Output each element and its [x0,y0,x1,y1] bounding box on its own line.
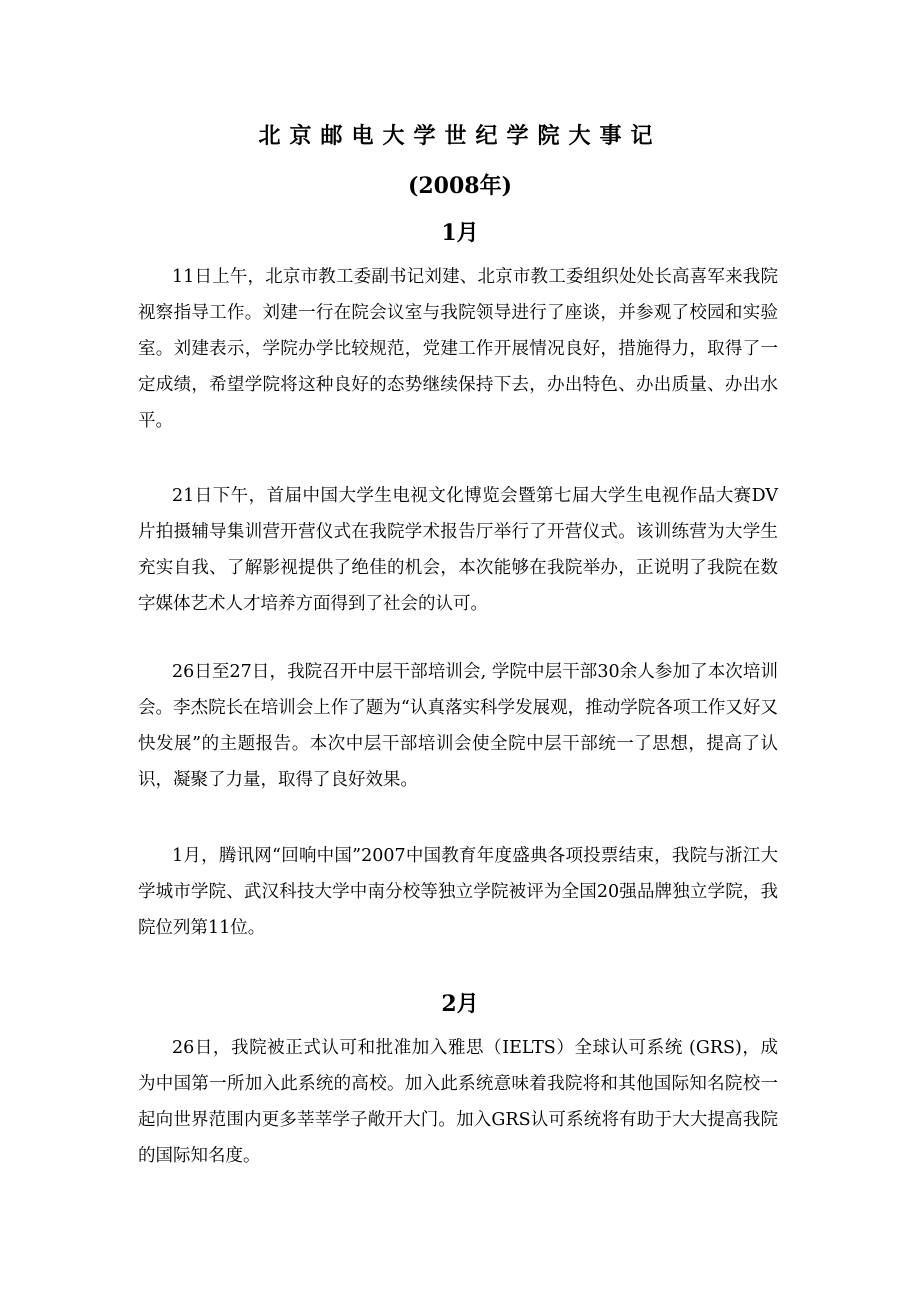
month-heading-february: 2月 [441,991,479,1017]
document-subtitle: (2008年) [407,173,513,199]
document-title: 北京邮电大学世纪学院大事记 [258,123,662,149]
month-heading-january: 1月 [441,220,479,246]
event-paragraph: 26日，我院被正式认可和批准加入雅思（IELTS）全球认可系统 (GRS)，成为中国第一所加入此系统的高校。加入此系统意味着我院将和其他国际知名院校一起向世界范围内更多莘莘学子敞开大门。加入GRS认可系统将有助于大大提高我院的国际知名度。 [138,1038,778,1166]
event-paragraph: 1月，腾讯网“回响中国”2007中国教育年度盛典各项投票结束，我院与浙江大学城市学院、武汉科技大学中南分校等独立学院被评为全国20强品牌独立学院，我院位列第11位。 [138,846,778,938]
event-paragraph: 11日上午，北京市教工委副书记刘建、北京市教工委组织处处长高喜军来我院视察指导工作。刘建一行在院会议室与我院领导进行了座谈，并参观了校园和实验室。刘建表示，学院办学比较规范，党建工作开展情况良好，措施得力，取得了一定成绩，希望学院将这种良好的态势继续保持下去，办出特色、办出质量、办出水平。 [138,267,778,431]
event-paragraph: 21日下午，首届中国大学生电视文化博览会暨第七届大学生电视作品大赛DV片拍摄辅导集训营开营仪式在我院学术报告厅举行了开营仪式。该训练营为大学生充实自我、了解影视提供了绝佳的机会，本次能够在我院举办，正说明了我院在数字媒体艺术人才培养方面得到了社会的认可。 [138,486,778,614]
event-paragraph: 26日至27日，我院召开中层干部培训会, 学院中层干部30余人参加了本次培训会。李杰院长在培训会上作了题为“认真落实科学发展观，推动学院各项工作又好又快发展”的主题报告。本次中层干部培训会使全院中层干部统一了思想，提高了认识，凝聚了力量，取得了良好效果。 [138,662,778,790]
